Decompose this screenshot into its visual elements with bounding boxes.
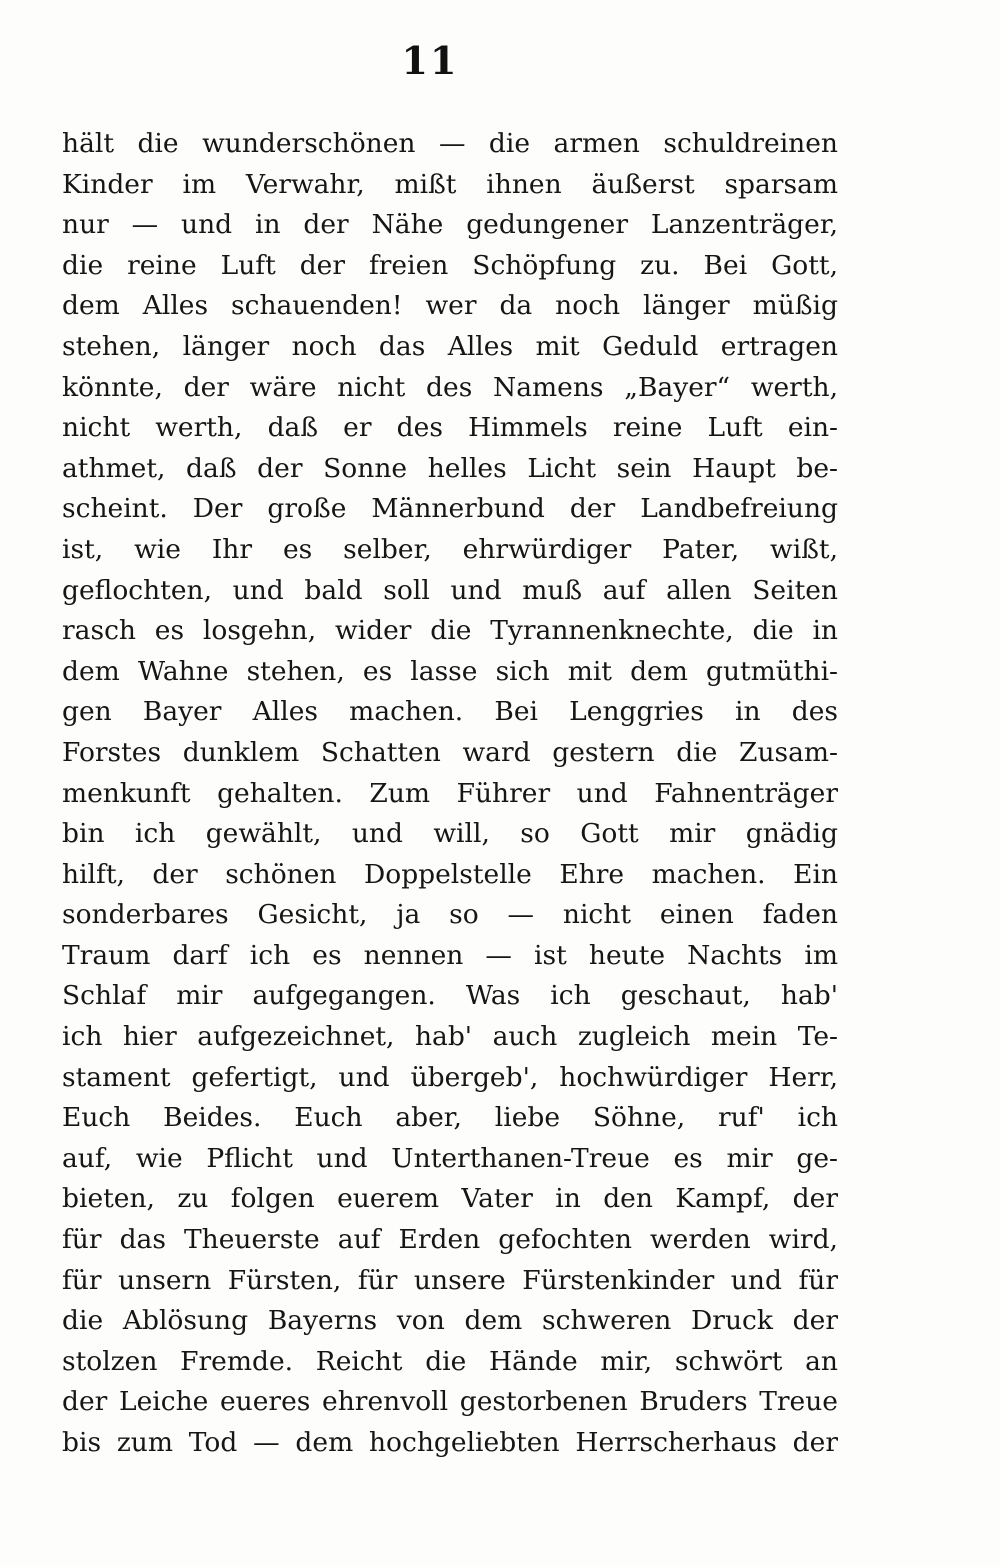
text-line: sonderbares Gesicht, ja so — nicht einen faden <box>62 899 838 931</box>
text-line: bin ich gewählt, und will, so Gott mir gnädig <box>62 818 838 850</box>
text-line: ist, wie Ihr es selber, ehrwürdiger Pater, wißt, <box>62 533 838 565</box>
text-line: bis zum Tod — dem hochgeliebten Herrscherhaus der <box>62 1427 838 1458</box>
body-text <box>62 124 838 1464</box>
text-line: nur — und in der Nähe gedungener Lanzenträger, <box>62 209 838 241</box>
text-line: scheint. Der große Männerbund der Landbefreiung <box>62 493 838 525</box>
text-line: hält die wunderschönen — die armen schuldreinen <box>62 128 838 159</box>
text-line: menkunft gehalten. Zum Führer und Fahnenträger <box>62 777 838 809</box>
text-line: die Ablösung Bayerns von dem schweren Druck der <box>62 1305 838 1337</box>
text-line: auf, wie Pflicht und Unterthanen-Treue es mir ge- <box>62 1142 838 1174</box>
text-line: stolzen Fremde. Reicht die Hände mir, schwört an <box>62 1345 838 1377</box>
text-line: Euch Beides. Euch aber, liebe Söhne, ruf' ich <box>62 1102 838 1134</box>
page-number: 11 <box>401 38 459 83</box>
text-line: für das Theuerste auf Erden gefochten werden wird, <box>62 1224 838 1256</box>
text-line: rasch es losgehn, wider die Tyrannenknechte, die in <box>62 615 838 647</box>
text-line: dem Wahne stehen, es lasse sich mit dem gutmüthi- <box>62 655 838 687</box>
text-line: die reine Luft der freien Schöpfung zu. Bei Gott, <box>62 249 838 281</box>
text-line: stehen, länger noch das Alles mit Geduld ertragen <box>62 330 838 362</box>
text-line: geflochten, und bald soll und muß auf allen Seiten <box>62 574 838 606</box>
text-line: der Leiche eueres ehrenvoll gestorbenen Bruders Treue <box>62 1386 838 1418</box>
text-line: für unsern Fürsten, für unsere Fürstenkinder und für <box>62 1264 838 1296</box>
text-line: stament gefertigt, und übergeb', hochwürdiger Herr, <box>62 1061 838 1093</box>
text-line: Schlaf mir aufgegangen. Was ich geschaut, hab' <box>62 980 838 1012</box>
text-line: Kinder im Verwahr, mißt ihnen äußerst sparsam <box>62 168 838 200</box>
text-line: dem Alles schauenden! wer da noch länger müßig <box>62 290 838 322</box>
text-line: bieten, zu folgen euerem Vater in den Kampf, der <box>62 1183 838 1215</box>
text-line: Traum darf ich es nennen — ist heute Nachts im <box>62 939 838 971</box>
text-line: nicht werth, daß er des Himmels reine Luft ein- <box>62 412 838 444</box>
text-line: athmet, daß der Sonne helles Licht sein Haupt be- <box>62 452 838 484</box>
text-line: ich hier aufgezeichnet, hab' auch zugleich mein Te- <box>62 1021 838 1053</box>
text-line: Forstes dunklem Schatten ward gestern die Zusam- <box>62 736 838 768</box>
text-line: könnte, der wäre nicht des Namens „Bayer“ werth, <box>62 371 838 403</box>
text-line: gen Bayer Alles machen. Bei Lenggries in des <box>62 696 838 728</box>
text-line: hilft, der schönen Doppelstelle Ehre machen. Ein <box>62 858 838 890</box>
